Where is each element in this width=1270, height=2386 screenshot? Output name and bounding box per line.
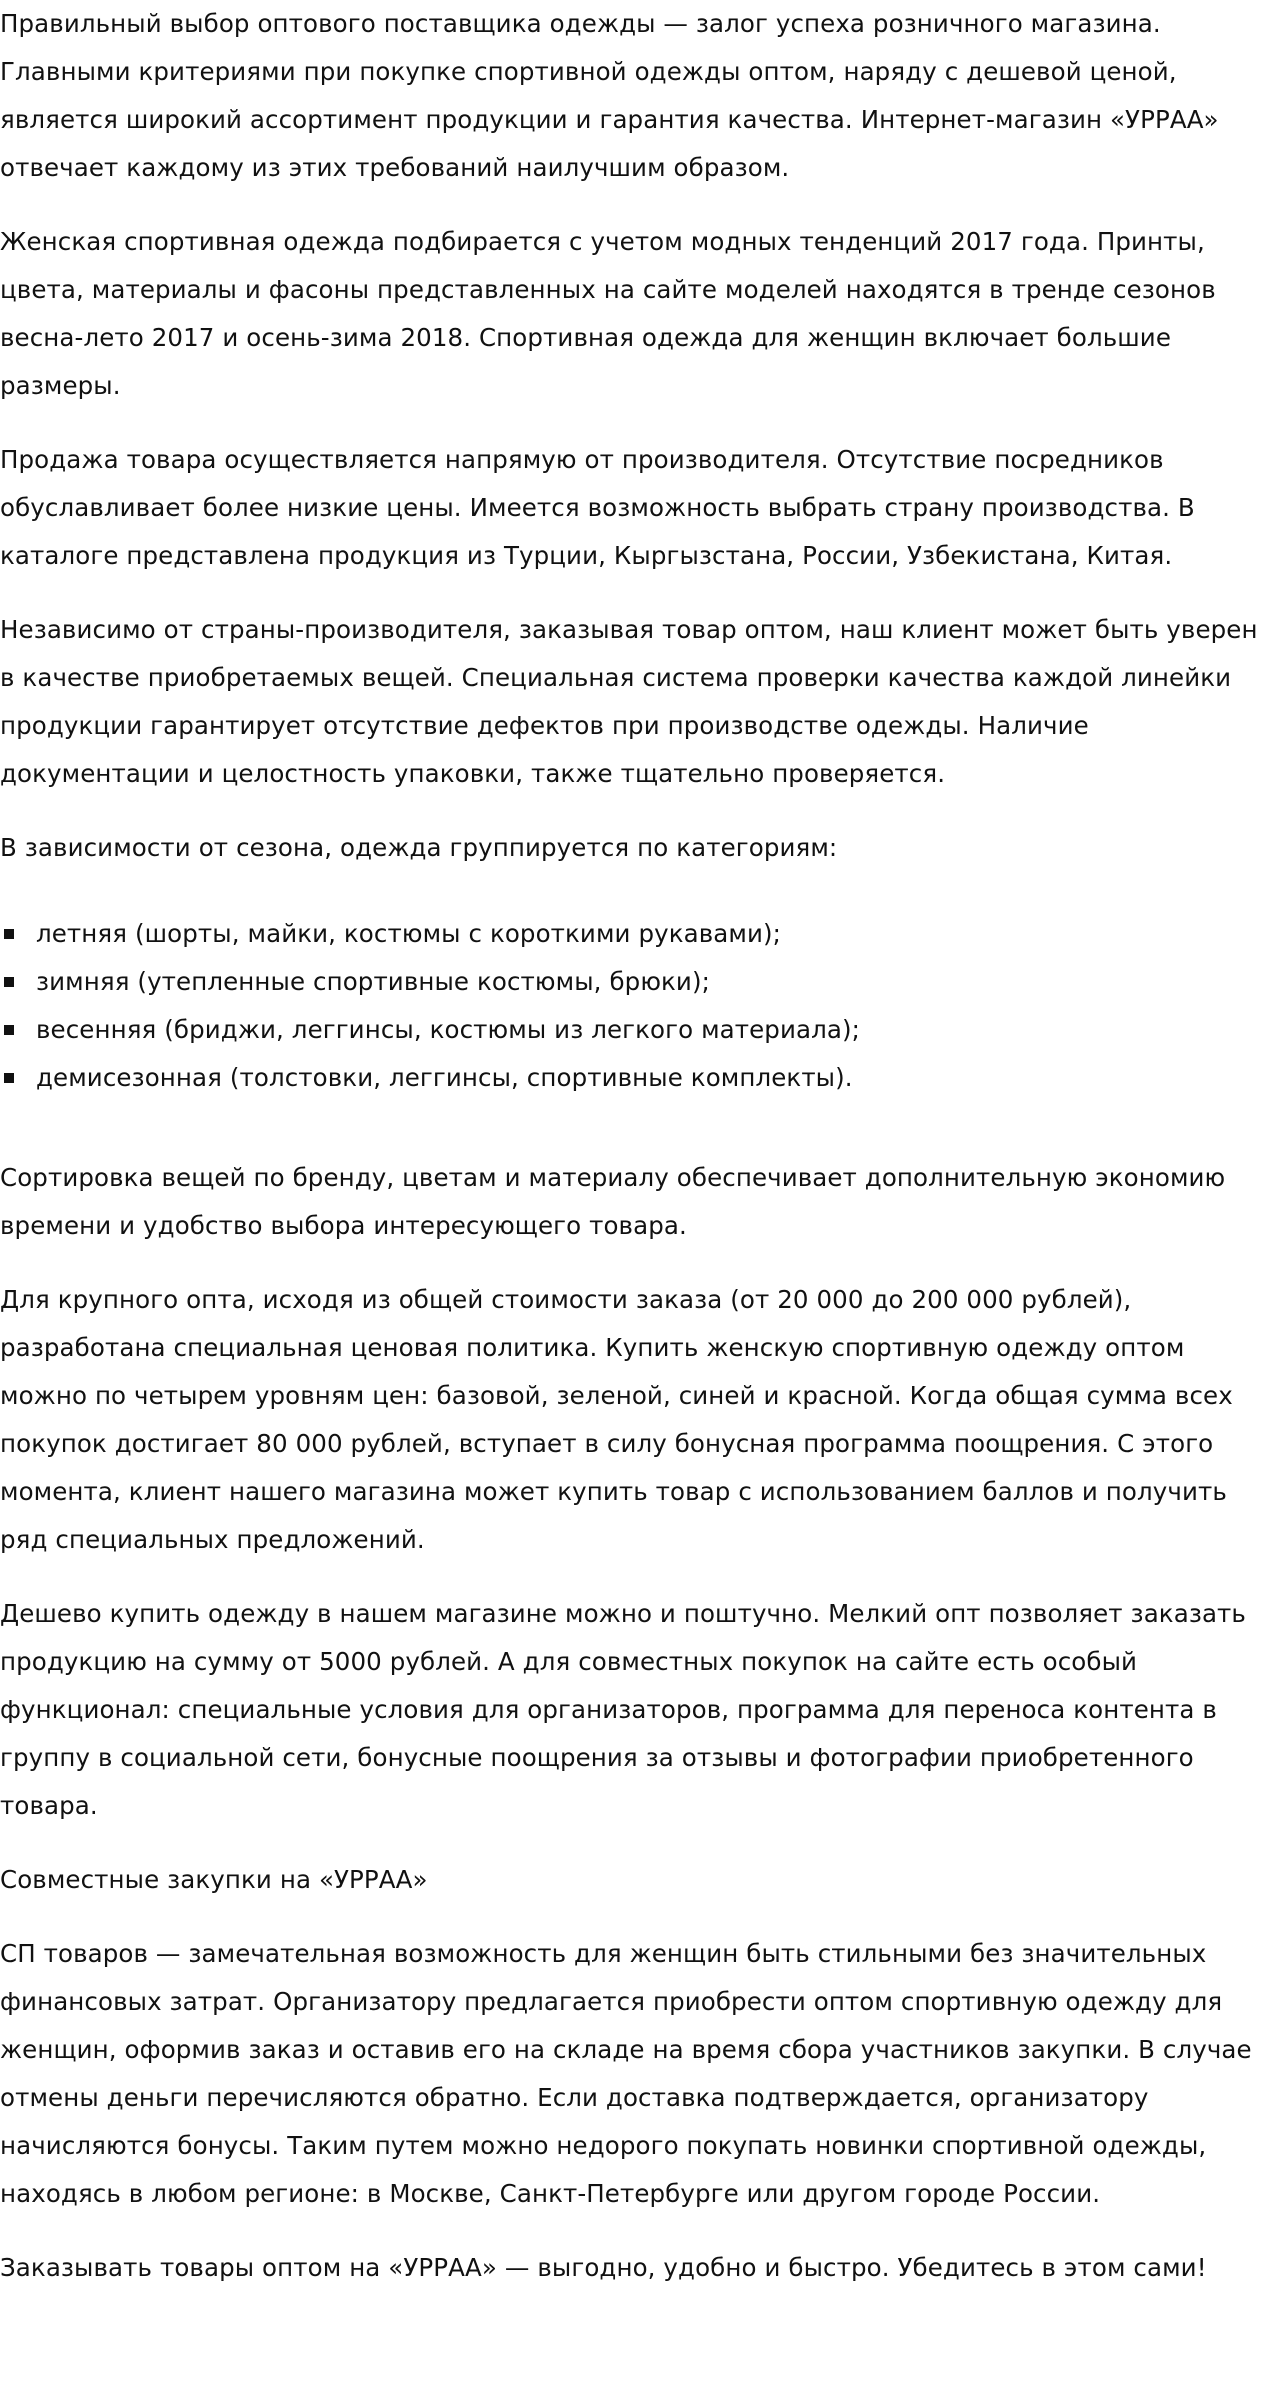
square-bullet-icon [4,977,14,987]
intro-paragraph-manufacturer: Продажа товара осуществляется напрямую от производителя. Отсутствие посредников обуславливает более низкие цены. Имеется возможность выбрать страну производства. В каталоге представлена продукция из Турции, Кыргызстана, России, Узбекистана, Китая. [0,445,1195,570]
list-item-text: летняя (шорты, майки, костюмы с короткими рукавами); [36,919,781,948]
list-item [0,1006,1270,1054]
list-item [0,958,1270,1006]
joint-purchase-heading: Совместные закупки на «УРРАА» [0,1865,428,1894]
square-bullet-icon [4,1073,14,1083]
list-item [0,910,1270,958]
intro-paragraph-supplier: Правильный выбор оптового поставщика одежды — залог успеха розничного магазина. Главными критериями при покупке спортивной одежды оптом, наряду с дешевой ценой, является широкий ассортимент продукции и гарантия качества. Интернет-магазин «УРРАА» отвечает каждому из этих требований наилучшим образом. [0,9,1219,182]
wholesale-pricing-paragraph: Для крупного опта, исходя из общей стоимости заказа (от 20 000 до 200 000 рублей), разработана специальная ценовая политика. Купить женскую спортивную одежду оптом можно по четырем уровням цен: базовой, зеленой, синей и красной. Когда общая сумма всех покупок достигает 80 000 рублей, вступает в силу бонусная программа поощрения. С этого момента, клиент нашего магазина может купить товар с использованием баллов и получить ряд специальных предложений. [0,1285,1233,1554]
list-item-text: весенняя (бриджи, леггинсы, костюмы из легкого материала); [36,1015,860,1044]
intro-paragraph-quality: Независимо от страны-производителя, заказывая товар оптом, наш клиент может быть уверен в качестве приобретаемых вещей. Специальная система проверки качества каждой линейки продукции гарантирует отсутствие дефектов при производстве одежды. Наличие документации и целостность упаковки, также тщательно проверяется. [0,615,1258,788]
small-wholesale-paragraph: Дешево купить одежду в нашем магазине можно и поштучно. Мелкий опт позволяет заказать продукцию на сумму от 5000 рублей. А для совместных покупок на сайте есть особый функционал: специальные условия для организаторов, программа для переноса контента в группу в социальной сети, бонусные поощрения за отзывы и фотографии приобретенного товара. [0,1599,1246,1820]
sorting-paragraph: Сортировка вещей по бренду, цветам и материалу обеспечивает дополнительную экономию времени и удобство выбора интересующего товара. [0,1163,1226,1240]
square-bullet-icon [4,929,14,939]
list-item-text: демисезонная (толстовки, леггинсы, спортивные комплекты). [36,1063,853,1092]
closing-paragraph: Заказывать товары оптом на «УРРАА» — выгодно, удобно и быстро. Убедитесь в этом сами! [0,2253,1207,2282]
list-item [0,1054,1270,1102]
square-bullet-icon [4,1025,14,1035]
season-list-intro: В зависимости от сезона, одежда группируется по категориям: [0,833,838,862]
list-item-text: зимняя (утепленные спортивные костюмы, брюки); [36,967,710,996]
joint-purchase-paragraph: СП товаров — замечательная возможность для женщин быть стильными без значительных финансовых затрат. Организатору предлагается приобрести оптом спортивную одежду для женщин, оформив заказ и оставив его на складе на время сбора участников закупки. В случае отмены деньги перечисляются обратно. Если доставка подтверждается, организатору начисляются бонусы. Таким путем можно недорого покупать новинки спортивной одежды, находясь в любом регионе: в Москве, Санкт-Петербурге или другом городе России. [0,1939,1252,2208]
season-category-list [0,910,1270,1102]
intro-paragraph-trends: Женская спортивная одежда подбирается с учетом модных тенденций 2017 года. Принты, цвета, материалы и фасоны представленных на сайте моделей находятся в тренде сезонов весна-лето 2017 и осень-зима 2018. Спортивная одежда для женщин включает большие размеры. [0,227,1216,400]
